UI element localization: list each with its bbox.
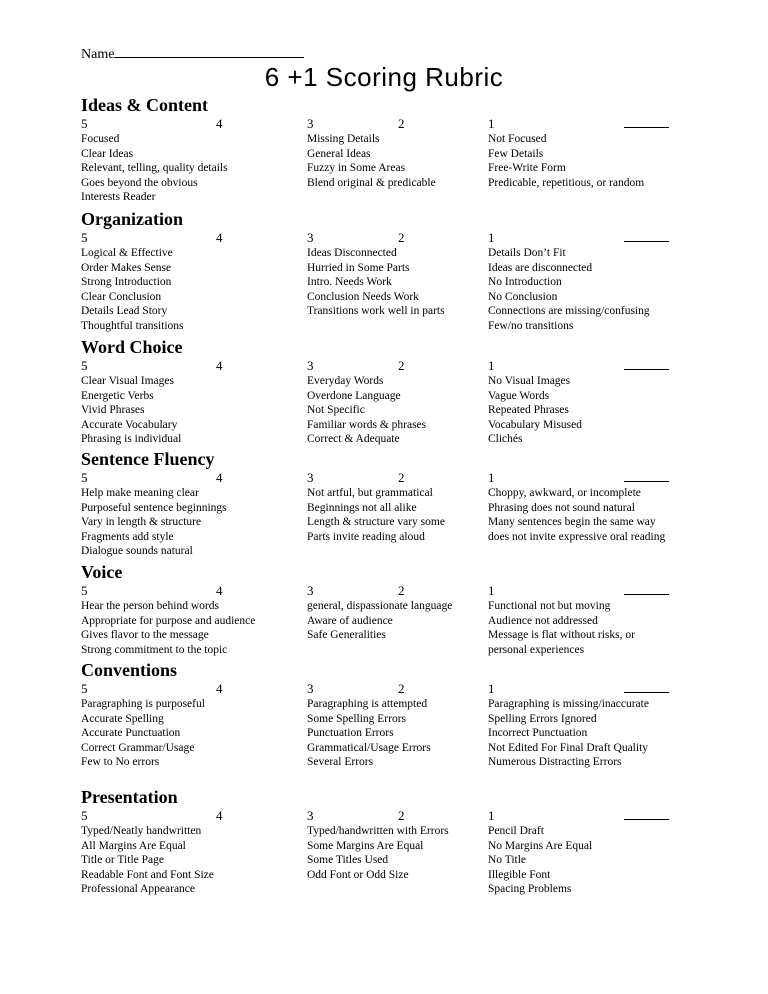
criteria-item: Not Specific <box>307 404 365 416</box>
criteria-item: Title or Title Page <box>81 854 164 866</box>
score-row <box>81 358 721 374</box>
criteria-column <box>488 824 592 897</box>
score-label: 5 <box>81 358 88 373</box>
score-label: 5 <box>81 116 88 131</box>
criteria-item: Paragraphing is purposeful <box>81 698 205 710</box>
criteria-item: All Margins Are Equal <box>81 839 186 852</box>
score-label: 1 <box>488 116 495 131</box>
criteria-item: Connections are missing/confusing <box>488 305 650 317</box>
score-label: 4 <box>216 808 223 823</box>
criteria-item: Hear the person behind words <box>81 600 219 612</box>
section-title: Voice <box>81 562 123 582</box>
criteria-item: Many sentences begin the same way <box>488 516 656 528</box>
score-label: 2 <box>398 808 405 823</box>
criteria-item: Accurate Spelling <box>81 712 164 725</box>
score-blank-line[interactable] <box>624 681 669 693</box>
score-label: 3 <box>307 681 314 696</box>
criteria-item: Purposeful sentence beginnings <box>81 501 227 514</box>
criteria-item: Some Margins Are Equal <box>307 839 424 852</box>
score-label: 1 <box>488 808 495 823</box>
criteria-item: Not Edited For Final Draft Quality <box>488 741 649 754</box>
score-label: 1 <box>488 230 495 245</box>
criteria-item: Aware of audience <box>307 614 393 627</box>
criteria-item: Grammatical/Usage Errors <box>307 741 431 754</box>
criteria-item: Vary in length & structure <box>81 516 202 528</box>
score-label: 5 <box>81 470 88 485</box>
criteria-item: Help make meaning clear <box>81 487 199 499</box>
criteria-item: Intro. Needs Work <box>307 276 392 288</box>
score-label: 4 <box>216 681 223 696</box>
criteria-item: Fragments add style <box>81 530 174 543</box>
criteria-column <box>488 246 650 333</box>
criteria-column <box>488 697 649 770</box>
score-row <box>81 583 721 599</box>
criteria-item: Strong commitment to the topic <box>81 643 228 656</box>
score-row <box>81 681 721 697</box>
criteria-item: Some Spelling Errors <box>307 712 407 725</box>
score-row <box>81 808 721 824</box>
criteria-column <box>307 132 436 190</box>
criteria-item: Message is flat without risks, or <box>488 629 635 641</box>
criteria-item: Strong Introduction <box>81 276 172 288</box>
criteria-item: Logical & Effective <box>81 247 173 259</box>
criteria-item: No Introduction <box>488 276 562 288</box>
criteria-item: Not artful, but grammatical <box>307 487 433 499</box>
criteria-item: does not invite expressive oral reading <box>488 530 666 543</box>
criteria-item: Beginnings not all alike <box>307 501 417 514</box>
score-row <box>81 470 721 486</box>
criteria-item: Vivid Phrases <box>81 404 145 416</box>
criteria-item: Everyday Words <box>307 375 384 387</box>
score-blank-line[interactable] <box>624 470 669 482</box>
score-label: 4 <box>216 230 223 245</box>
rubric-section <box>81 659 721 770</box>
score-label: 5 <box>81 230 88 245</box>
criteria-item: Correct Grammar/Usage <box>81 741 195 754</box>
score-blank-line[interactable] <box>624 808 669 820</box>
score-blank-line[interactable] <box>624 230 669 242</box>
rubric-section <box>81 561 721 657</box>
criteria-item: Paragraphing is attempted <box>307 698 428 710</box>
criteria-item: Some Titles Used <box>307 854 389 866</box>
criteria-item: Correct & Adequate <box>307 433 400 445</box>
criteria-item: Vocabulary Misused <box>488 418 583 431</box>
criteria-column <box>307 374 426 447</box>
criteria-item: Numerous Distracting Errors <box>488 756 622 768</box>
criteria-item: Free-Write Form <box>488 162 566 174</box>
rubric-section <box>81 786 721 897</box>
criteria-item: Several Errors <box>307 756 374 768</box>
criteria-item: Vague Words <box>488 389 550 402</box>
criteria-columns <box>81 599 721 657</box>
criteria-column <box>307 697 431 770</box>
criteria-column <box>81 246 184 333</box>
criteria-column <box>488 374 582 447</box>
section-title: Word Choice <box>81 337 183 357</box>
score-label: 5 <box>81 681 88 696</box>
criteria-item: Details Lead Story <box>81 305 168 317</box>
criteria-item: No Title <box>488 854 527 866</box>
score-blank-line[interactable] <box>624 583 669 595</box>
criteria-item: Few Details <box>488 147 544 160</box>
criteria-item: Interests Reader <box>81 191 156 203</box>
criteria-item: Functional not but moving <box>488 600 611 612</box>
name-blank-line[interactable] <box>114 45 304 58</box>
score-label: 2 <box>398 681 405 696</box>
criteria-item: Energetic Verbs <box>81 389 154 402</box>
criteria-item: Ideas are disconnected <box>488 261 593 274</box>
criteria-column <box>81 374 181 447</box>
criteria-item: Goes beyond the obvious <box>81 176 198 189</box>
score-label: 4 <box>216 358 223 373</box>
criteria-column <box>81 697 205 770</box>
score-label: 1 <box>488 470 495 485</box>
criteria-item: Relevant, telling, quality details <box>81 162 228 174</box>
criteria-column <box>488 599 635 657</box>
rubric-section <box>81 94 721 205</box>
score-label: 5 <box>81 583 88 598</box>
criteria-item: No Conclusion <box>488 290 558 303</box>
score-label: 2 <box>398 116 405 131</box>
criteria-item: Parts invite reading aloud <box>307 530 425 543</box>
criteria-column <box>307 824 449 882</box>
criteria-item: Ideas Disconnected <box>307 247 397 259</box>
criteria-item: Conclusion Needs Work <box>307 290 419 303</box>
criteria-item: Dialogue sounds natural <box>81 545 193 557</box>
criteria-item: Choppy, awkward, or incomplete <box>488 487 641 499</box>
criteria-item: personal experiences <box>488 643 585 656</box>
score-label: 1 <box>488 358 495 373</box>
score-label: 2 <box>398 470 405 485</box>
section-title: Organization <box>81 209 183 229</box>
criteria-item: Repeated Phrases <box>488 404 569 416</box>
score-blank-line[interactable] <box>624 358 669 370</box>
score-row <box>81 116 721 132</box>
score-label: 3 <box>307 230 314 245</box>
criteria-item: Blend original & predicable <box>307 176 436 189</box>
criteria-item: Not Focused <box>488 133 547 145</box>
section-title: Presentation <box>81 787 178 807</box>
score-label: 2 <box>398 230 405 245</box>
criteria-item: Punctuation Errors <box>307 727 394 739</box>
criteria-item: Audience not addressed <box>488 614 598 627</box>
criteria-column <box>81 599 255 657</box>
rubric-section <box>81 208 721 333</box>
criteria-item: Missing Details <box>307 133 380 145</box>
score-row <box>81 230 721 246</box>
criteria-item: general, dispassionate language <box>307 600 453 612</box>
criteria-column <box>488 132 644 190</box>
criteria-item: Thoughtful transitions <box>81 319 184 332</box>
criteria-item: Odd Font or Odd Size <box>307 868 409 881</box>
rubric-section <box>81 448 721 559</box>
criteria-item: Safe Generalities <box>307 629 386 641</box>
criteria-item: Length & structure vary some <box>307 516 445 528</box>
criteria-item: Overdone Language <box>307 389 401 402</box>
criteria-column <box>81 486 227 559</box>
criteria-item: Predicable, repetitious, or random <box>488 176 645 189</box>
criteria-item: Clear Visual Images <box>81 375 174 387</box>
score-label: 2 <box>398 583 405 598</box>
criteria-item: Clichés <box>488 433 523 445</box>
score-label: 4 <box>216 470 223 485</box>
score-label: 3 <box>307 116 314 131</box>
criteria-item: Clear Ideas <box>81 147 134 160</box>
score-label: 5 <box>81 808 88 823</box>
criteria-item: No Visual Images <box>488 375 571 387</box>
score-label: 3 <box>307 358 314 373</box>
criteria-item: Familiar words & phrases <box>307 418 427 431</box>
score-label: 4 <box>216 116 223 131</box>
score-blank-line[interactable] <box>624 116 669 128</box>
criteria-column <box>307 486 445 544</box>
score-label: 3 <box>307 470 314 485</box>
score-label: 2 <box>398 358 405 373</box>
criteria-item: Spacing Problems <box>488 883 572 895</box>
criteria-item: Appropriate for purpose and audience <box>81 614 256 627</box>
criteria-column <box>307 599 452 643</box>
criteria-item: General Ideas <box>307 147 371 160</box>
criteria-item: Hurried in Some Parts <box>307 261 410 274</box>
criteria-columns <box>81 824 721 897</box>
criteria-item: Accurate Vocabulary <box>81 418 178 431</box>
criteria-item: Clear Conclusion <box>81 290 162 303</box>
criteria-item: Accurate Punctuation <box>81 727 181 739</box>
criteria-item: Illegible Font <box>488 868 551 881</box>
section-title: Ideas & Content <box>81 95 209 115</box>
criteria-columns <box>81 374 721 447</box>
criteria-item: Incorrect Punctuation <box>488 727 588 739</box>
criteria-item: Typed/handwritten with Errors <box>307 825 449 837</box>
criteria-item: Fuzzy in Some Areas <box>307 162 406 174</box>
score-label: 4 <box>216 583 223 598</box>
score-label: 1 <box>488 583 495 598</box>
criteria-item: Professional Appearance <box>81 883 196 895</box>
score-label: 1 <box>488 681 495 696</box>
page-title: 6 +1 Scoring Rubric <box>264 62 504 92</box>
score-label: 3 <box>307 808 314 823</box>
rubric-section <box>81 336 721 447</box>
criteria-item: Phrasing is individual <box>81 433 182 445</box>
criteria-item: Focused <box>81 133 120 145</box>
criteria-column <box>488 486 665 544</box>
criteria-columns <box>81 246 721 333</box>
criteria-item: Pencil Draft <box>488 825 544 837</box>
criteria-column <box>81 824 214 897</box>
criteria-item: Few to No errors <box>81 756 160 768</box>
section-title: Conventions <box>81 660 178 680</box>
criteria-column <box>307 246 445 319</box>
criteria-item: No Margins Are Equal <box>488 839 593 852</box>
section-title: Sentence Fluency <box>81 449 215 469</box>
criteria-item: Typed/Neatly handwritten <box>81 825 202 837</box>
criteria-item: Few/no transitions <box>488 319 574 332</box>
score-label: 3 <box>307 583 314 598</box>
criteria-item: Transitions work well in parts <box>307 305 445 317</box>
criteria-item: Details Don’t Fit <box>488 247 566 259</box>
criteria-item: Gives flavor to the message <box>81 629 209 641</box>
criteria-columns <box>81 132 721 205</box>
criteria-item: Spelling Errors Ignored <box>488 712 597 725</box>
criteria-column <box>81 132 228 205</box>
criteria-item: Readable Font and Font Size <box>81 868 214 881</box>
criteria-item: Paragraphing is missing/inaccurate <box>488 698 649 710</box>
criteria-item: Phrasing does not sound natural <box>488 501 635 514</box>
name-label: Name <box>81 47 115 62</box>
criteria-columns <box>81 697 721 770</box>
criteria-columns <box>81 486 721 559</box>
criteria-item: Order Makes Sense <box>81 261 172 274</box>
